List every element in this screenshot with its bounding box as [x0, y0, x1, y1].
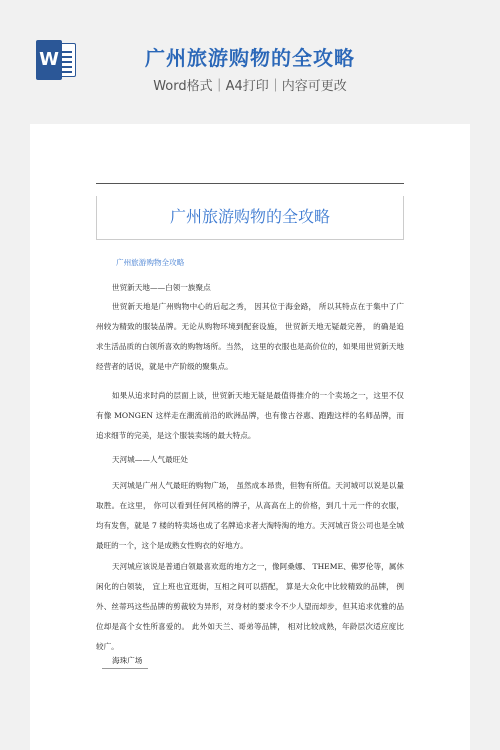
section-heading: 天河城——人气最旺处 — [112, 455, 188, 464]
section-heading: 海珠广场 — [102, 655, 148, 669]
header-subtitle: Word格式｜A4打印｜内容可更改 — [153, 79, 347, 94]
toc-link[interactable]: 广州旅游购物全攻略 — [116, 258, 185, 267]
word-icon-letter: W — [36, 40, 62, 80]
paragraph: 如果从追求时尚的层面上谈，世贸新天地无疑是最值得推介的一个卖场之一，这里不仅有像 MONGEN 这样走在潮流前沿的欧洲品牌，也有像古谷惠、跑跑这样的名师品牌，而追求细节的完美，是这个服装卖场的最大特点。 — [96, 391, 404, 440]
header-title: 广州旅游购物的全攻略 — [145, 46, 355, 70]
header-rule — [96, 183, 404, 184]
document-page — [30, 124, 470, 750]
page-title: 广州旅游购物的全攻略 — [169, 207, 330, 226]
paragraph: 天河城应该说是普通白领最喜欢逛的地方之一，像阿桑娜、 THEME、佛罗伦等，属休闲化的白领装， 宜上班也宜逛街，互相之间可以搭配， 算是大众化中比较精致的品牌， 例外、丝蒂玛这些品牌的剪裁较为异形，对身材的要求令不少人望而却步，但其追求优雅的品位却是高个女性所喜爱的。 此外如天兰、哥弟等品牌， 相对比较成熟，年龄层次适应度比较广。 — [96, 562, 404, 651]
paragraph: 天河城是广州人气最旺的购物广场， 虽然成本昂贵，但物有所值。天河城可以说是以量取胜。在这里， 你可以看到任何风格的牌子，从高高在上的价格，到几十元一件的衣服， 均有发售，就是 7 楼的特卖场也成了名牌追求者大淘特淘的地方。天河城百货公司也是全城最旺的一个，这个是成熟女性购衣的好地方。 — [96, 481, 404, 550]
header — [0, 0, 500, 112]
section-heading: 世贸新天地——白领一族聚点 — [112, 283, 211, 292]
title-box — [96, 196, 404, 240]
paragraph: 世贸新天地是广州购物中心的后起之秀， 因其位于海金路， 所以其特点在于集中了广州较为精致的服装品牌。无论从购物环境到配套设施， 世贸新天地无疑最完善， 的确是追求生活品质的白领所喜欢的购物场所。当然， 这里的衣服也是高价位的，如果用世贸新天地经营者的话说，就是中产阶级的聚集点。 — [96, 302, 404, 371]
